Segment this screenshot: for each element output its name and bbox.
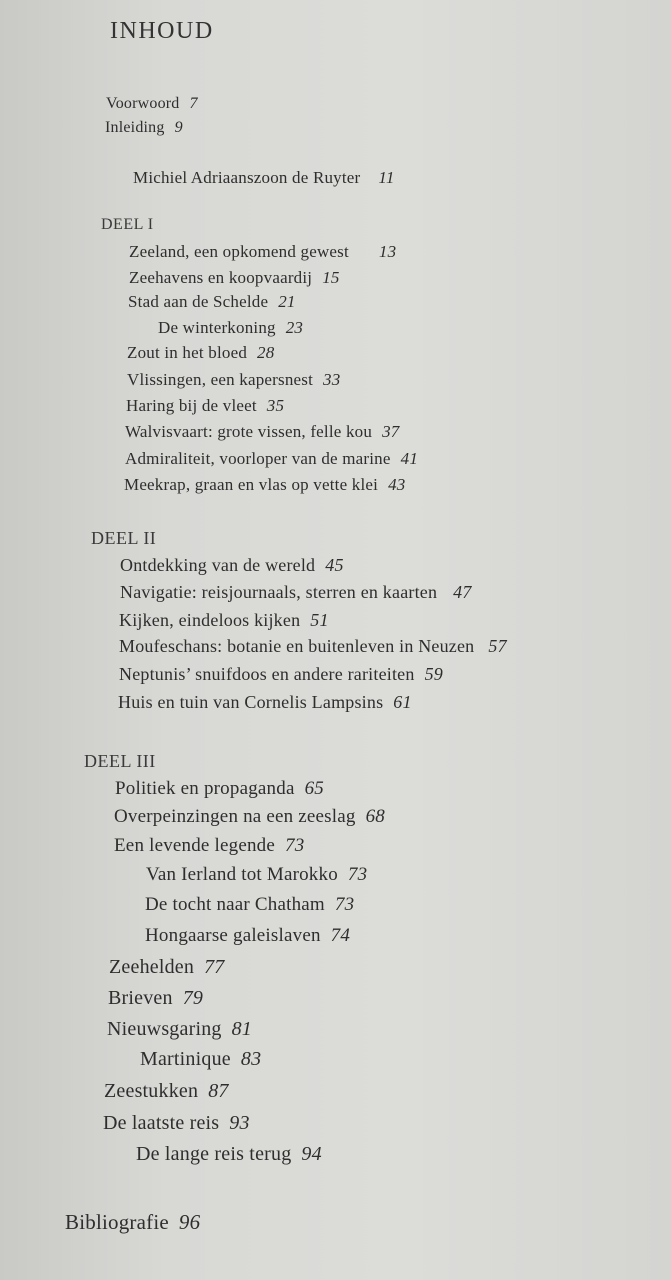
entry-page: 21	[278, 292, 296, 311]
toc-entry	[119, 636, 507, 657]
entry-label: Van Ierland tot Marokko	[146, 864, 338, 885]
entry-label: Zout in het bloed	[127, 343, 248, 362]
entry-page: 65	[304, 778, 324, 799]
entry-page: 11	[378, 168, 395, 187]
entry-label: Zeehelden	[109, 956, 195, 978]
entry-page: 57	[488, 636, 507, 656]
entry-page: 73	[334, 894, 355, 915]
entry-label: Haring bij de vleet	[126, 396, 257, 415]
entry-page: 73	[285, 835, 305, 856]
toc-entry	[124, 475, 405, 495]
toc-entry	[126, 396, 284, 416]
toc-entry	[114, 806, 385, 828]
toc-entry	[145, 925, 350, 947]
entry-label: Moufeschans: botanie en buitenleven in Neuzen	[119, 636, 475, 656]
toc-entry	[136, 1143, 322, 1166]
toc-entry	[114, 835, 304, 857]
toc-entry	[109, 956, 225, 979]
toc-entry	[119, 664, 443, 685]
toc-entry-bibliografie	[65, 1210, 200, 1235]
entry-page: 61	[393, 692, 412, 712]
entry-label: De lange reis terug	[136, 1143, 292, 1165]
entry-page: 13	[378, 242, 397, 261]
entry-label: Politiek en propaganda	[115, 778, 295, 799]
entry-page: 9	[174, 119, 183, 136]
entry-page: 37	[382, 422, 400, 441]
entry-label: Admiraliteit, voorloper van de marine	[125, 449, 391, 468]
entry-page: 51	[310, 610, 329, 630]
entry-page: 68	[365, 806, 385, 827]
entry-page: 79	[182, 987, 204, 1009]
deel-1-heading: DEEL I	[101, 216, 154, 233]
entry-page: 28	[257, 343, 275, 362]
toc-entry	[120, 582, 472, 603]
entry-label: Hongaarse galeislaven	[145, 925, 321, 946]
toc-entry	[120, 555, 344, 576]
toc-entry	[108, 987, 203, 1010]
entry-page: 41	[400, 449, 419, 468]
entry-label: Meekrap, graan en vlas op vette klei	[124, 475, 379, 494]
toc-entry	[118, 692, 412, 713]
toc-entry	[129, 242, 396, 262]
toc-entry	[127, 370, 340, 390]
entry-label: Brieven	[108, 987, 173, 1009]
entry-label: Michiel Adriaanszoon de Ruyter	[133, 168, 361, 187]
deel-3-heading: DEEL III	[84, 751, 156, 771]
toc-entry	[125, 422, 399, 442]
entry-page: 73	[347, 864, 368, 885]
entry-page: 83	[240, 1048, 262, 1070]
entry-label: Kijken, eindeloos kijken	[119, 610, 301, 630]
entry-label: De laatste reis	[103, 1112, 220, 1134]
entry-page: 33	[323, 370, 341, 389]
entry-page: 15	[322, 268, 340, 287]
entry-label: Walvisvaart: grote vissen, felle kou	[125, 422, 373, 441]
entry-page: 87	[208, 1080, 229, 1102]
toc-entry-de-ruyter	[133, 168, 395, 188]
entry-label: Zeeland, een opkomend gewest	[129, 242, 349, 261]
toc-entry	[128, 292, 296, 312]
entry-label: Inleiding	[105, 119, 165, 136]
entry-label: De tocht naar Chatham	[145, 894, 325, 915]
toc-entry	[115, 778, 324, 800]
entry-label: Bibliografie	[65, 1210, 169, 1234]
entry-page: 23	[285, 318, 304, 337]
entry-label: Vlissingen, een kapersnest	[127, 370, 314, 389]
toc-entry-inleiding	[105, 119, 183, 137]
entry-label: Zeestukken	[104, 1080, 199, 1102]
toc-entry	[127, 343, 274, 363]
entry-label: Nieuwsgaring	[107, 1018, 222, 1040]
toc-entry	[140, 1048, 261, 1071]
entry-label: Voorwoord	[106, 95, 180, 112]
toc-entry	[129, 268, 340, 288]
entry-page: 74	[330, 925, 351, 946]
entry-label: De winterkoning	[158, 318, 276, 337]
entry-page: 94	[301, 1143, 322, 1165]
toc-entry	[145, 894, 354, 916]
toc-entry	[107, 1018, 252, 1041]
entry-label: Zeehavens en koopvaardij	[129, 268, 313, 287]
toc-entry	[119, 610, 329, 631]
entry-page: 59	[424, 664, 443, 684]
entry-label: Een levende legende	[114, 835, 275, 856]
toc-entry	[103, 1112, 250, 1135]
page-title: INHOUD	[110, 18, 214, 44]
entry-page: 43	[388, 475, 406, 494]
toc-entry	[104, 1080, 229, 1103]
entry-page: 7	[189, 95, 198, 112]
entry-label: Navigatie: reisjournaals, sterren en kaarten	[120, 582, 438, 602]
toc-entry	[158, 318, 303, 338]
toc-entry-voorwoord	[106, 95, 198, 113]
entry-page: 93	[229, 1112, 250, 1134]
deel-2-heading: DEEL II	[91, 528, 157, 548]
entry-page: 77	[204, 956, 225, 978]
entry-label: Huis en tuin van Cornelis Lampsins	[118, 692, 384, 712]
entry-page: 45	[325, 555, 344, 575]
entry-page: 35	[266, 396, 285, 415]
entry-label: Neptunis’ snuifdoos en andere rariteiten	[119, 664, 415, 684]
entry-page: 96	[178, 1210, 201, 1234]
entry-page: 81	[231, 1018, 253, 1040]
toc-entry	[146, 864, 367, 886]
entry-label: Martinique	[140, 1048, 231, 1070]
toc-entry	[125, 449, 418, 469]
entry-label: Overpeinzingen na een zeeslag	[114, 806, 356, 827]
entry-label: Stad aan de Schelde	[128, 292, 269, 311]
entry-page: 47	[453, 582, 472, 602]
entry-label: Ontdekking van de wereld	[120, 555, 316, 575]
